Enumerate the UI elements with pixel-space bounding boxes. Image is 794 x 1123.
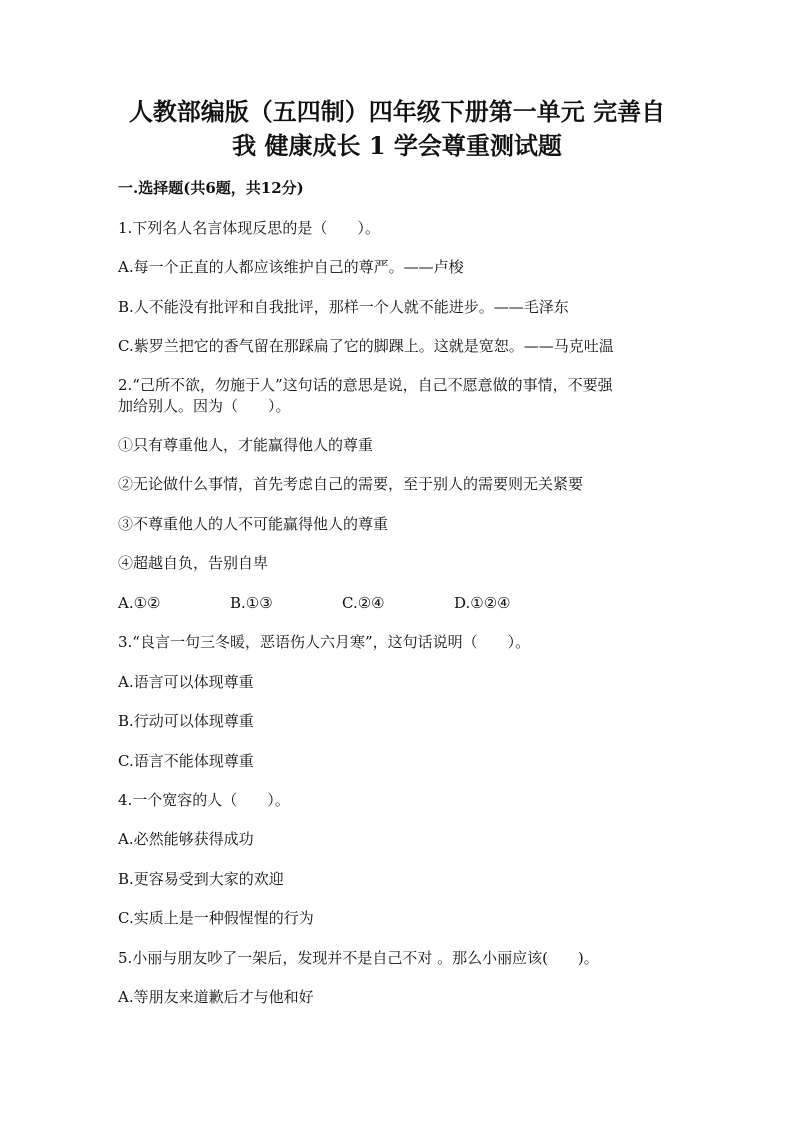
question-5-option-a: A.等朋友来道歉后才与他和好 bbox=[118, 988, 314, 1006]
title-line-1: 人教部编版（五四制）四年级下册第一单元 完善自 bbox=[128, 97, 666, 126]
question-2-stem-line-2: 加给别人。因为（ ）。 bbox=[118, 397, 291, 415]
question-3-option-b: B.行动可以体现尊重 bbox=[118, 712, 254, 730]
question-2-option-d: D.①②④ bbox=[454, 594, 511, 612]
question-4-option-c: C.实质上是一种假惺惺的行为 bbox=[118, 909, 314, 927]
question-2-option-b: B.①③ bbox=[230, 594, 273, 612]
question-1-stem: 1.下列名人名言体现反思的是（ ）。 bbox=[118, 219, 380, 237]
section-heading: 一.选择题(共6题，共12分) bbox=[118, 179, 304, 197]
question-2-option-c: C.②④ bbox=[342, 594, 385, 612]
question-2-option-a: A.①② bbox=[118, 594, 161, 612]
question-2-statement-2: ②无论做什么事情，首先考虑自己的需要，至于别人的需要则无关紧要 bbox=[118, 475, 584, 493]
question-2-stem-line-1: 2.“己所不欲，勿施于人”这句话的意思是说，自己不愿意做的事情，不要强 bbox=[118, 376, 613, 394]
document-title bbox=[100, 95, 694, 163]
question-3-stem: 3.“良言一句三冬暖，恶语伤人六月寒”，这句话说明（ ）。 bbox=[118, 633, 531, 651]
question-4-option-b: B.更容易受到大家的欢迎 bbox=[118, 870, 284, 888]
question-2-statement-1: ①只有尊重他人，才能赢得他人的尊重 bbox=[118, 436, 374, 454]
question-2-options-row bbox=[118, 593, 678, 613]
question-1-option-a: A.每一个正直的人都应该维护自己的尊严。——卢梭 bbox=[118, 258, 464, 276]
question-1-option-b: B.人不能没有批评和自我批评，那样一个人就不能进步。——毛泽东 bbox=[118, 298, 569, 316]
question-1-option-c: C.紫罗兰把它的香气留在那踩扁了它的脚踝上。这就是宽恕。——马克吐温 bbox=[118, 337, 614, 355]
question-2-statement-3: ③不尊重他人的人不可能赢得他人的尊重 bbox=[118, 515, 389, 533]
question-2-statement-4: ④超越自负，告别自卑 bbox=[118, 554, 269, 572]
question-5-stem: 5.小丽与朋友吵了一架后，发现并不是自己不对 。那么小丽应该( )。 bbox=[118, 949, 599, 967]
question-3-option-a: A.语言可以体现尊重 bbox=[118, 673, 254, 691]
question-4-option-a: A.必然能够获得成功 bbox=[118, 830, 254, 848]
title-line-2: 我 健康成长 1 学会尊重测试题 bbox=[232, 131, 562, 160]
question-4-stem: 4.一个宽容的人（ ）。 bbox=[118, 791, 290, 809]
question-3-option-c: C.语言不能体现尊重 bbox=[118, 752, 254, 770]
